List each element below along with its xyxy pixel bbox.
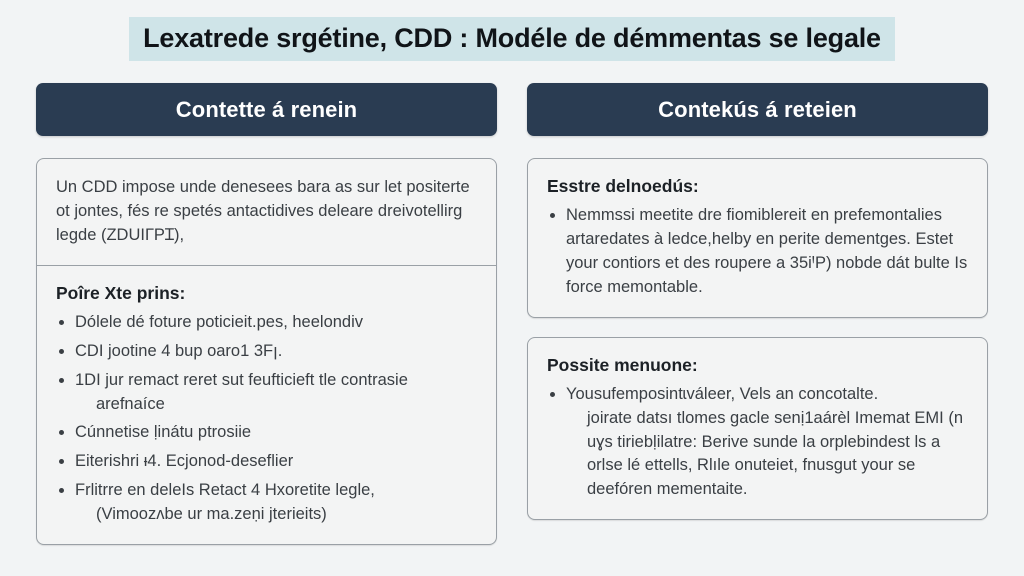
list-item-text: Nemmssi meetite dre fiomiblereit en prefemontalies artaredates à ledce,helby en perite dementɡes. Estet your contiors et des roupere a 35iꞋP) nobde dát bulte Is force memontable. <box>566 206 968 296</box>
list-item <box>547 383 968 503</box>
right-card-1 <box>527 158 988 318</box>
right-card-2-bullet-list <box>547 383 968 503</box>
left-section-paragraph <box>37 159 496 265</box>
list-item-text: Eiterishri ᵻ4. Ecjonod-deseflier <box>75 452 294 471</box>
list-item-text: Cúnnetise ḷinátu ptrosiie <box>75 423 252 442</box>
list-item-continuation: joirate datsı tlomes ɡacle senị1aárèl Imemat EMI (n uɣs tiriebḷilatre: Berive sunde la orplebindest ls a orlse lé ettells, Rlıle onuteiet, fnusgut your se deefóren mementaite. <box>587 408 963 499</box>
list-item-text: Yousufemposintɩváleer, Vels an concotalte. <box>566 384 879 403</box>
list-item <box>56 340 477 364</box>
list-item <box>56 479 477 527</box>
right-card-1-heading: Esstre delnoedús: <box>547 176 699 196</box>
list-item-text: CDI jootine 4 bup oaro1 3Fꞁ. <box>75 341 283 360</box>
left-column <box>36 83 497 545</box>
list-item <box>56 450 477 474</box>
columns-container <box>0 61 1024 545</box>
list-item-text: Dólele dé foture poticieit.pes, heelondiv <box>75 312 364 331</box>
list-item-continuation: arefnaíce <box>96 394 165 413</box>
list-item <box>56 369 477 417</box>
left-card <box>36 158 497 545</box>
list-item-text: Frlitrre en deleIs Retact 4 Hxoretite legle, <box>75 481 375 500</box>
right-column <box>527 83 988 520</box>
right-card-1-section <box>528 159 987 317</box>
title-row <box>0 0 1024 61</box>
left-list-heading: Poîre Xte prins: <box>56 282 186 303</box>
right-card-2-heading: Possite menuone: <box>547 354 698 375</box>
list-item-text: 1DI jur remact reret sut feufticieft tle contrasie <box>75 370 408 389</box>
right-card-1-bullet-list <box>547 204 968 300</box>
right-card-2 <box>527 337 988 521</box>
right-column-header: Contekús á reteien <box>527 83 988 136</box>
left-section-list <box>37 265 496 544</box>
list-item <box>56 421 477 445</box>
list-item <box>547 204 968 300</box>
left-bullet-list <box>56 311 477 527</box>
left-column-header: Contette á renein <box>36 83 497 136</box>
left-paragraph-text: Un CDD impose unde denesees bara as sur let positerte ot jontes, fés re spetés antactidives deleare dreivotellirg legde (ZDUIГPꞮ), <box>56 178 470 244</box>
right-card-2-section <box>528 338 987 520</box>
page-title: Lexatrede srgétine, CDD : Modéle de démmentas se legale <box>129 17 895 61</box>
list-item-continuation: (Vimoozʌbe ur ma.zeṇi jterieits) <box>96 505 327 524</box>
list-item <box>56 311 477 335</box>
